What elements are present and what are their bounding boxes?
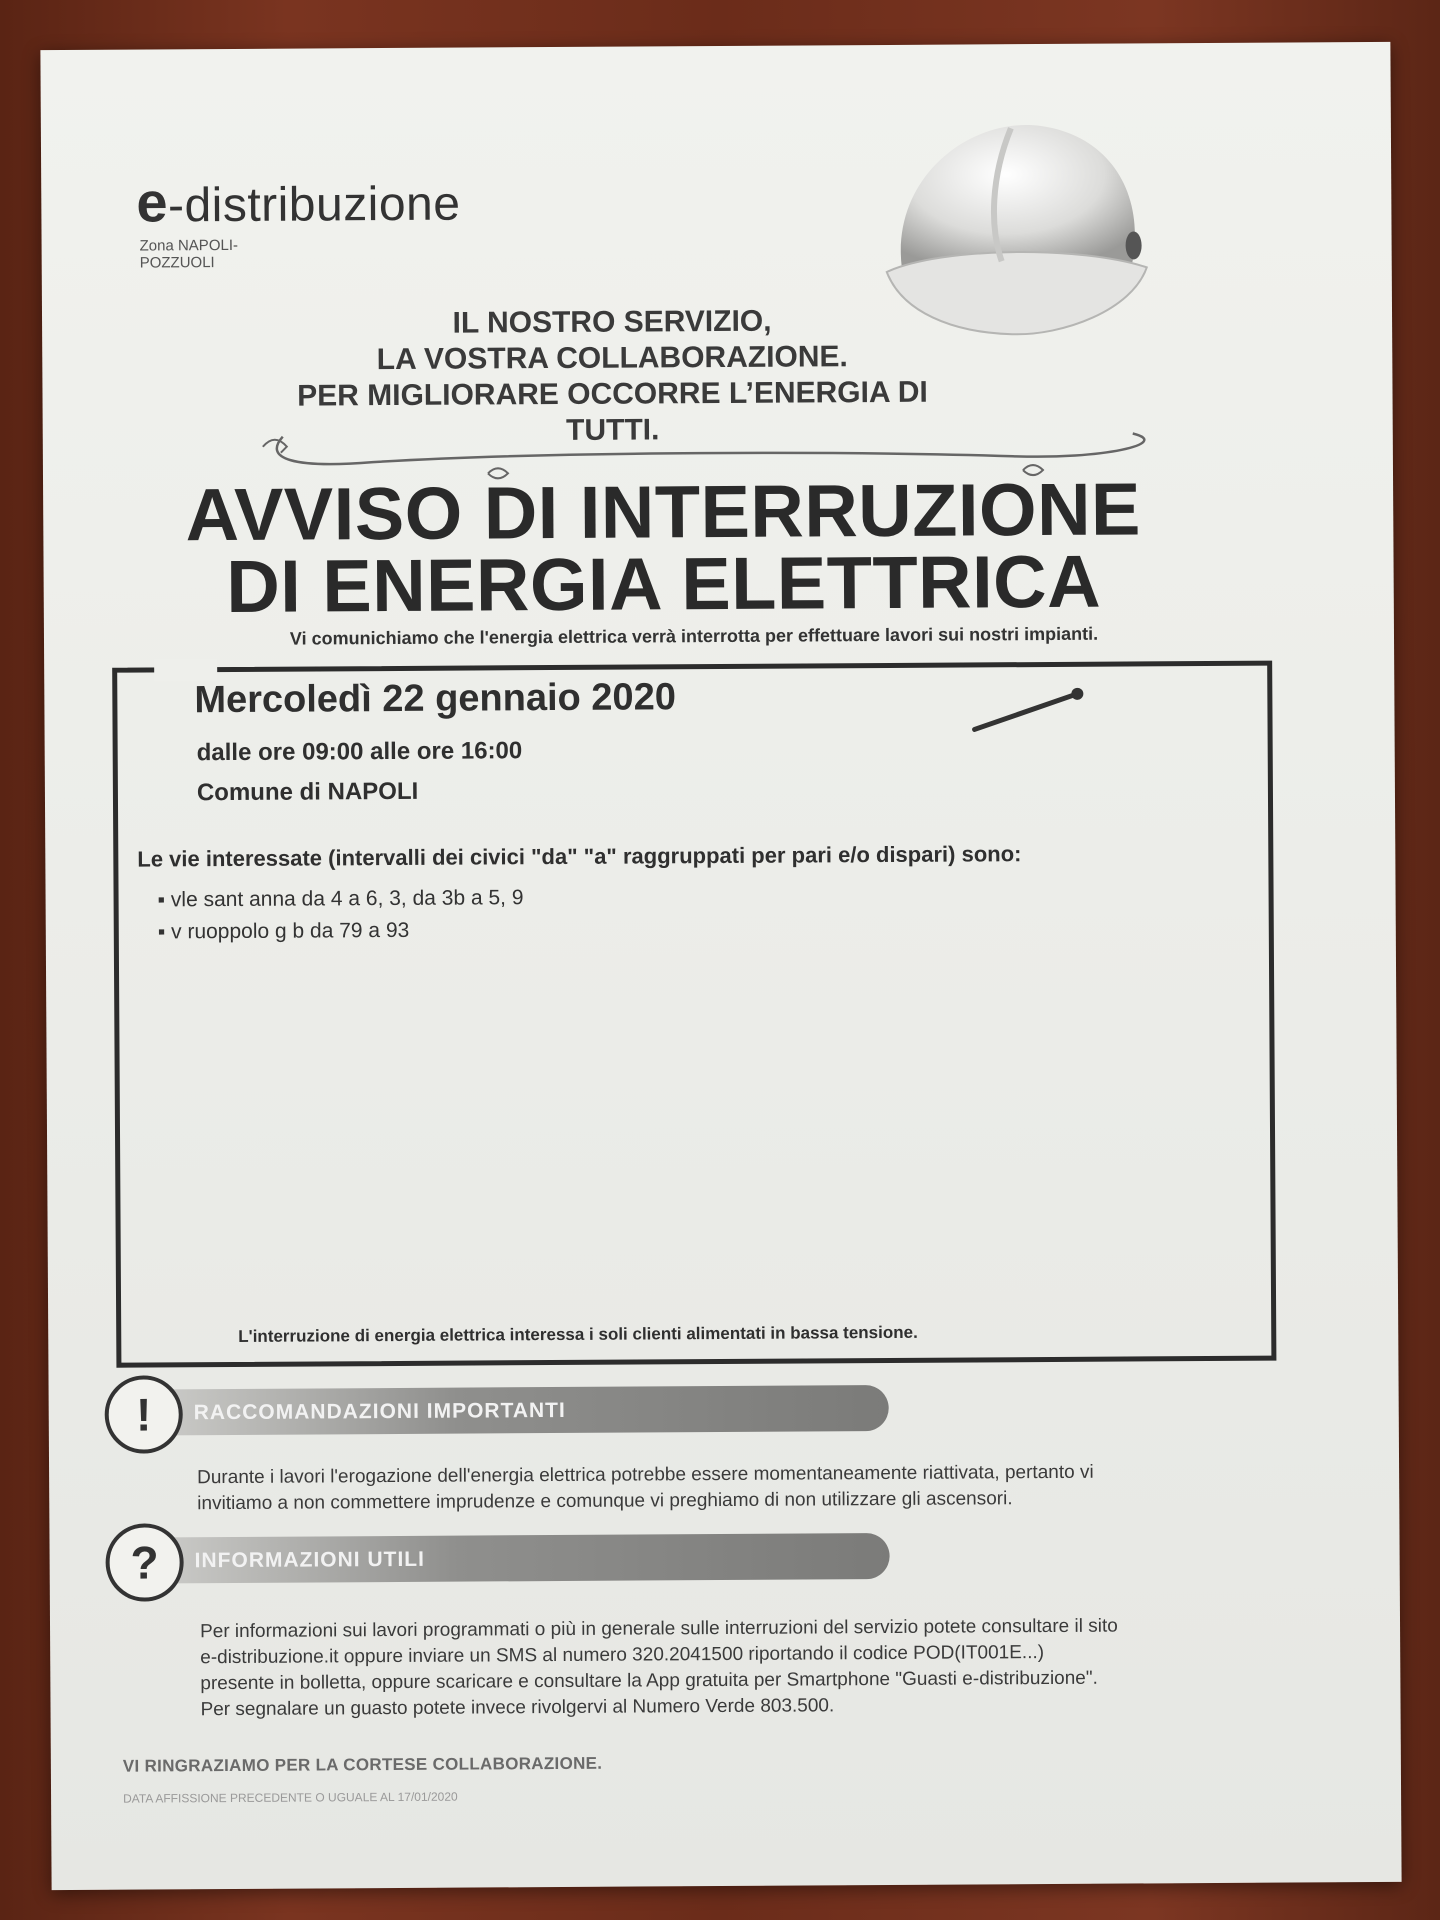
recommendations-line-1: Durante i lavori l'erogazione dell'energia elettrica potrebbe essere momentaneamente riattivata, pertanto vi — [197, 1461, 1094, 1489]
title-line-1: AVVISO DI INTERRUZIONE — [185, 467, 1142, 557]
info-line-3: presente in bolletta, oppure scaricare e consultare la App gratuita per Smartphone "Guasti e-distribuzione". — [200, 1667, 1098, 1695]
title-line-2: DI ENERGIA ELETTRICA — [226, 539, 1102, 629]
info-line-1: Per informazioni sui lavori programmati o più in generale sulle interruzioni del servizio potete consultare il sito — [199, 1615, 1118, 1643]
affix-date: DATA AFFISSIONE PRECEDENTE O UGUALE AL 17/01/2020 — [123, 1789, 458, 1806]
streets-title: Le vie interessate (intervalli dei civici "da" "a" raggruppati per pari e/o dispari) sono: — [137, 841, 1022, 872]
outage-hours: dalle ore 09:00 alle ore 16:00 — [196, 737, 523, 767]
info-title: INFORMAZIONI UTILI — [194, 1547, 426, 1573]
bullet-icon: ▪ — [157, 888, 166, 912]
notice-sheet — [40, 42, 1401, 1890]
brand-logo-e: e — [136, 170, 169, 234]
slogan-line-1: IL NOSTRO SERVIZIO, — [452, 304, 772, 340]
exclamation-icon: ! — [104, 1375, 182, 1453]
info-line-4: Per segnalare un guasto potete invece rivolgervi al Numero Verde 803.500. — [200, 1695, 835, 1721]
info-line-2: e-distribuzione.it oppure inviare un SMS al numero 320.2041500 riportando il codice POD(IT001E...) — [200, 1642, 1045, 1669]
switch-handle-icon — [969, 684, 1089, 740]
zone-line-1: Zona NAPOLI- — [139, 236, 239, 255]
street-text: vle sant anna da 4 a 6, 3, da 3b a 5, 9 — [170, 886, 524, 912]
question-icon: ? — [105, 1523, 183, 1601]
box-border-gap — [154, 659, 217, 681]
page-title — [163, 467, 1164, 629]
street-text: v ruoppolo g b da 79 a 93 — [171, 918, 410, 944]
recommendations-title: RACCOMANDAZIONI IMPORTANTI — [193, 1398, 566, 1425]
intro-text: Vi comunichiamo che l'energia elettrica verrà interrotta per effettuare lavori sui nostri impianti. — [289, 623, 1099, 649]
details-box — [112, 661, 1276, 1368]
brand-logo — [136, 168, 461, 235]
streets-list — [157, 882, 523, 948]
brand-logo-text: -distribuzione — [167, 177, 461, 233]
list-item — [157, 882, 523, 916]
bullet-icon: ▪ — [157, 920, 166, 944]
recommendations-line-2: invitiamo a non commettere imprudenze e comunque vi preghiamo di non utilizzare gli ascensori. — [197, 1488, 1013, 1515]
outage-comune: Comune di NAPOLI — [196, 777, 419, 807]
info-text — [200, 1614, 1118, 1724]
thanks-text: VI RINGRAZIAMO PER LA CORTESE COLLABORAZIONE. — [122, 1753, 603, 1776]
slogan-line-3: PER MIGLIORARE OCCORRE L’ENERGIA DI TUTTI. — [297, 375, 928, 447]
slogan-line-2: LA VOSTRA COLLABORAZIONE. — [376, 340, 848, 377]
list-item — [158, 914, 524, 948]
zone-label — [140, 237, 280, 272]
recommendations-text — [197, 1460, 1094, 1517]
low-voltage-note: L'interruzione di energia elettrica interessa i soli clienti alimentati in bassa tensione. — [238, 1322, 918, 1346]
outage-date: Mercoledì 22 gennaio 2020 — [194, 676, 677, 722]
zone-line-2: POZZUOLI — [139, 254, 215, 272]
